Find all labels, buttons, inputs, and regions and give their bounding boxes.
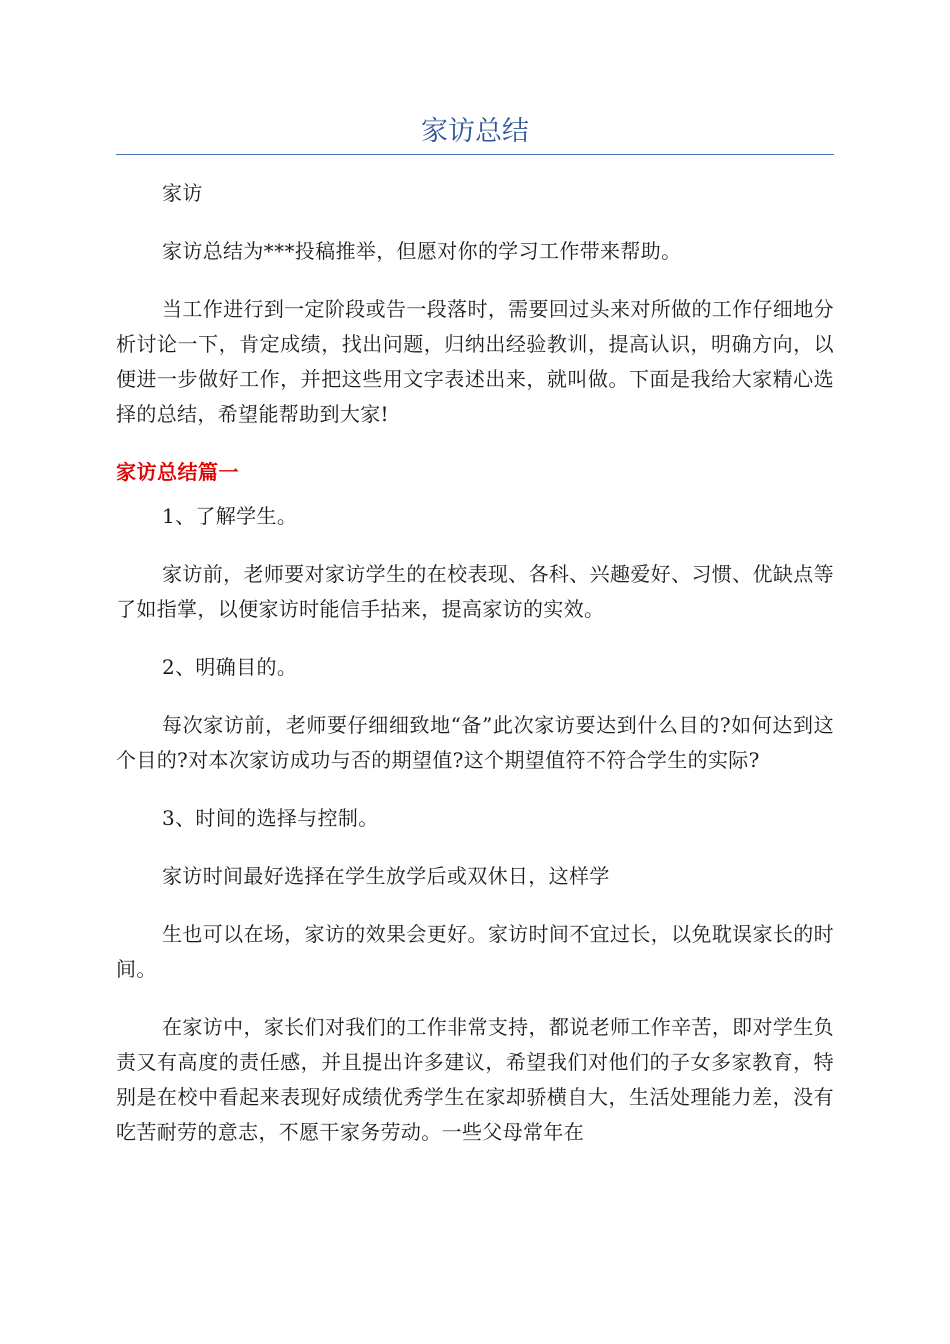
paragraph: 家访总结为***投稿推举，但愿对你的学习工作带来帮助。 — [162, 239, 682, 263]
paragraph: 每次家访前，老师要仔细细致地“备”此次家访要达到什么目的?如何达到这个目的?对本次家访成功与否的期望值?这个期望值符不符合学生的实际? — [116, 713, 834, 772]
section-heading: 家访总结篇一 — [116, 460, 239, 484]
paragraph: 家访时间最好选择在学生放学后或双休日，这样学 — [162, 864, 610, 888]
document-title: 家访总结 — [421, 116, 529, 147]
paragraph: 生也可以在场，家访的效果会更好。家访时间不宜过长，以免耽误家长的时间。 — [116, 922, 834, 981]
paragraph: 家访前，老师要对家访学生的在校表现、各科、兴趣爱好、习惯、优缺点等了如指掌，以便家访时能信手拈来，提高家访的实效。 — [116, 562, 834, 621]
paragraph: 家访 — [162, 181, 203, 205]
paragraph: 当工作进行到一定阶段或告一段落时，需要回过头来对所做的工作仔细地分析讨论一下，肯定成绩，找出问题，归纳出经验教训，提高认识，明确方向，以便进一步做好工作，并把这些用文字表述出来，就叫做。下面是我给大家精心选择的总结，希望能帮助到大家! — [116, 297, 834, 426]
title-underline — [116, 154, 834, 155]
document-body — [116, 176, 834, 1173]
paragraph: 3、时间的选择与控制。 — [162, 806, 379, 830]
paragraph: 1、了解学生。 — [162, 504, 298, 528]
paragraph: 2、明确目的。 — [162, 655, 298, 679]
paragraph: 在家访中，家长们对我们的工作非常支持，都说老师工作辛苦，即对学生负责又有高度的责任感，并且提出许多建议，希望我们对他们的子女多家教育，特别是在校中看起来表现好成绩优秀学生在家却骄横自大，生活处理能力差，没有吃苦耐劳的意志，不愿干家务劳动。一些父母常年在 — [116, 1015, 834, 1144]
